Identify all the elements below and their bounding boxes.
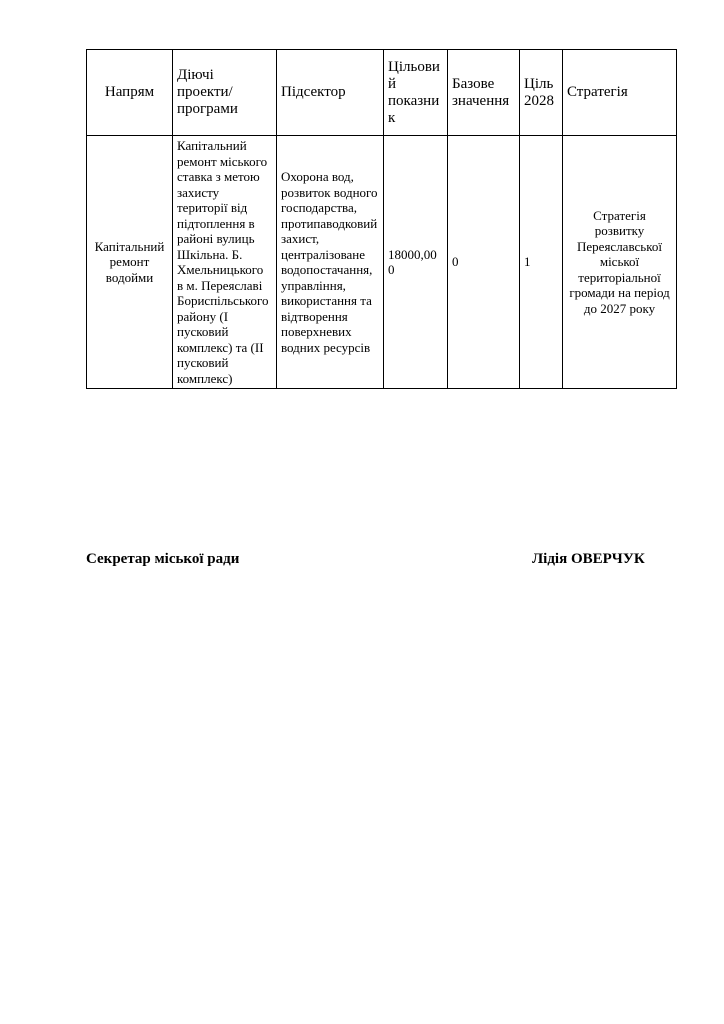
signature-name: Лідія ОВЕРЧУК bbox=[532, 551, 645, 567]
cell-base-value: 0 bbox=[448, 136, 520, 389]
signature-position: Секретар міської ради bbox=[86, 551, 240, 567]
table-header-row bbox=[87, 50, 677, 136]
header-base-value: Базове значення bbox=[448, 50, 520, 136]
header-target-2028: Ціль 2028 bbox=[520, 50, 563, 136]
header-napriam: Напрям bbox=[87, 50, 173, 136]
cell-subsector: Охорона вод, розвиток водного господарства, протипаводковий захист, централізоване водопостачання, управління, використання та відтворення поверхневих водних ресурсів bbox=[277, 136, 384, 389]
cell-target-2028: 1 bbox=[520, 136, 563, 389]
cell-target-indicator: 18000,000 bbox=[384, 136, 448, 389]
table-row bbox=[87, 136, 677, 389]
cell-strategy: Стратегія розвитку Переяславської міської територіальної громади на період до 2027 року bbox=[563, 136, 677, 389]
header-target-indicator: Цільовий показник bbox=[384, 50, 448, 136]
plan-table bbox=[86, 49, 677, 389]
cell-napriam: Капітальний ремонт водойми bbox=[87, 136, 173, 389]
header-subsector: Підсектор bbox=[277, 50, 384, 136]
header-projects: Діючі проекти/ програми bbox=[173, 50, 277, 136]
header-strategy: Стратегія bbox=[563, 50, 677, 136]
cell-projects: Капітальний ремонт міського ставка з метою захисту території від підтоплення в районі вулиць Шкільна. Б. Хмельницького в м. Переяславі Бориспільського району (I пусковий комплекс) та (II пусковий комплекс) bbox=[173, 136, 277, 389]
